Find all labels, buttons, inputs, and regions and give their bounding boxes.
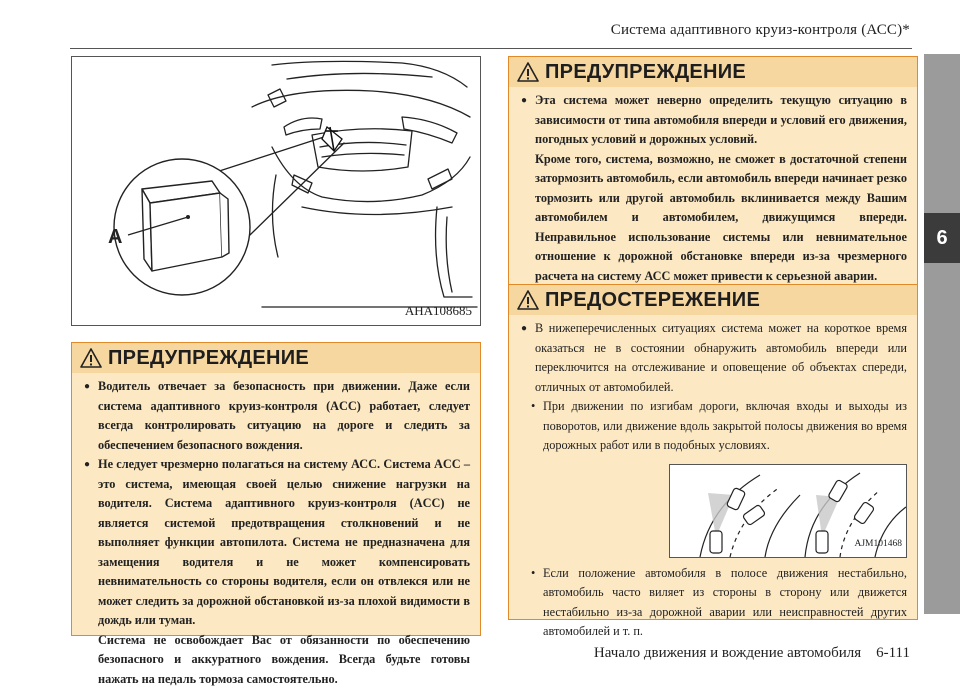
inset-code: AJM101468: [854, 539, 902, 549]
warning-item: ● Водитель отвечает за безопасность при движении. Даже если система адаптивного круиз-контроля (ACC) работает, следует всегда контролировать ситуацию на дороге и следить за обеспечением безопасного вождения.: [84, 377, 470, 455]
warning-item: ● Эта система может неверно определить текущую ситуацию в зависимости от типа автомобиля впереди и условий его движения, погодных условий и дорожных условий.: [521, 91, 907, 150]
warning-title: ПРЕДУПРЕЖДЕНИЕ: [545, 60, 747, 83]
caution-body: [509, 315, 917, 648]
page-header-title: Система адаптивного круиз-контроля (АСС)*: [610, 22, 910, 38]
warning-item: ● Не следует чрезмерно полагаться на систему АСС. Система ACC – это система, имеющая своей целью снижение нагрузки на водителя. Система адаптивного круиз-контроля (ACC) не является системой предотвращения столкновений и не выполняет функции автопилота. Система не предназначена для замещения водителя и не может компенсировать невнимательность со стороны водителя, если он отвлекся или не может следить за дорожной обстановкой из-за плохой видимости в дождь или туман.: [84, 455, 470, 631]
caution-triangle-icon: [517, 290, 539, 310]
sensor-figure: [71, 56, 481, 326]
warning-header: [72, 343, 480, 373]
warning-continuation: Система не освобождает Вас от обязанности по обеспечению безопасного и аккуратного вождения. Всегда будьте готовы нажать на педаль тормоза самостоятельно.: [98, 632, 470, 686]
warning-body: [72, 373, 480, 695]
caution-box: [508, 284, 918, 638]
car-sensor-illustration: [72, 57, 480, 325]
warning-triangle-icon: [517, 62, 539, 82]
warning-header: [509, 57, 917, 87]
figure-code: AHA108685: [404, 303, 472, 318]
side-tab-bar: [924, 54, 960, 614]
chapter-tab[interactable]: 6: [924, 213, 960, 263]
warning-body: [509, 87, 917, 292]
caution-header: [509, 285, 917, 315]
caution-subitem: • Если положение автомобиля в полосе движения нестабильно, автомобиль часто виляет из стороны в сторону или движется нестабильно из-за дорожной аварии или неисправностей других автомобилей и т. п.: [521, 564, 907, 642]
caution-item: ● В нижеперечисленных ситуациях система может на короткое время оказаться не в состоянии обнаружить автомобиль впереди или переключится на отслеживание и оповещение об объектах спереди, отличных от автомобилей.: [521, 319, 907, 397]
warning-continuation: Кроме того, система, возможно, не сможет в достаточной степени затормозить автомобиль, если автомобиль впереди начинает резко тормозить или другой автомобиль вклинивается между Вашим автомобилем и автомобилем, движущимся впереди. Неправильное использование системы или невнимательное отношение к дорожной обстановке впереди из-за чрезмерного расчета на систему АСС может привести к серьезной аварии.: [535, 151, 907, 283]
page-footer: Начало движения и вождение автомобиля 6-111: [593, 645, 910, 661]
curve-inset-figure: [669, 464, 907, 558]
warning-box-left: [71, 342, 481, 686]
warning-triangle-icon: [80, 348, 102, 368]
caution-title: ПРЕДОСТЕРЕЖЕНИЕ: [545, 288, 761, 311]
header-rule: [70, 48, 912, 49]
warning-box-right: [508, 56, 918, 292]
callout-label: A: [108, 226, 123, 248]
warning-title: ПРЕДУПРЕЖДЕНИЕ: [108, 346, 310, 369]
caution-subitem: • При движении по изгибам дороги, включая входы и выходы из поворотов, или движение вдоль закрытой полосы движения во время дорожных работ или в подобных условиях.: [521, 397, 907, 456]
